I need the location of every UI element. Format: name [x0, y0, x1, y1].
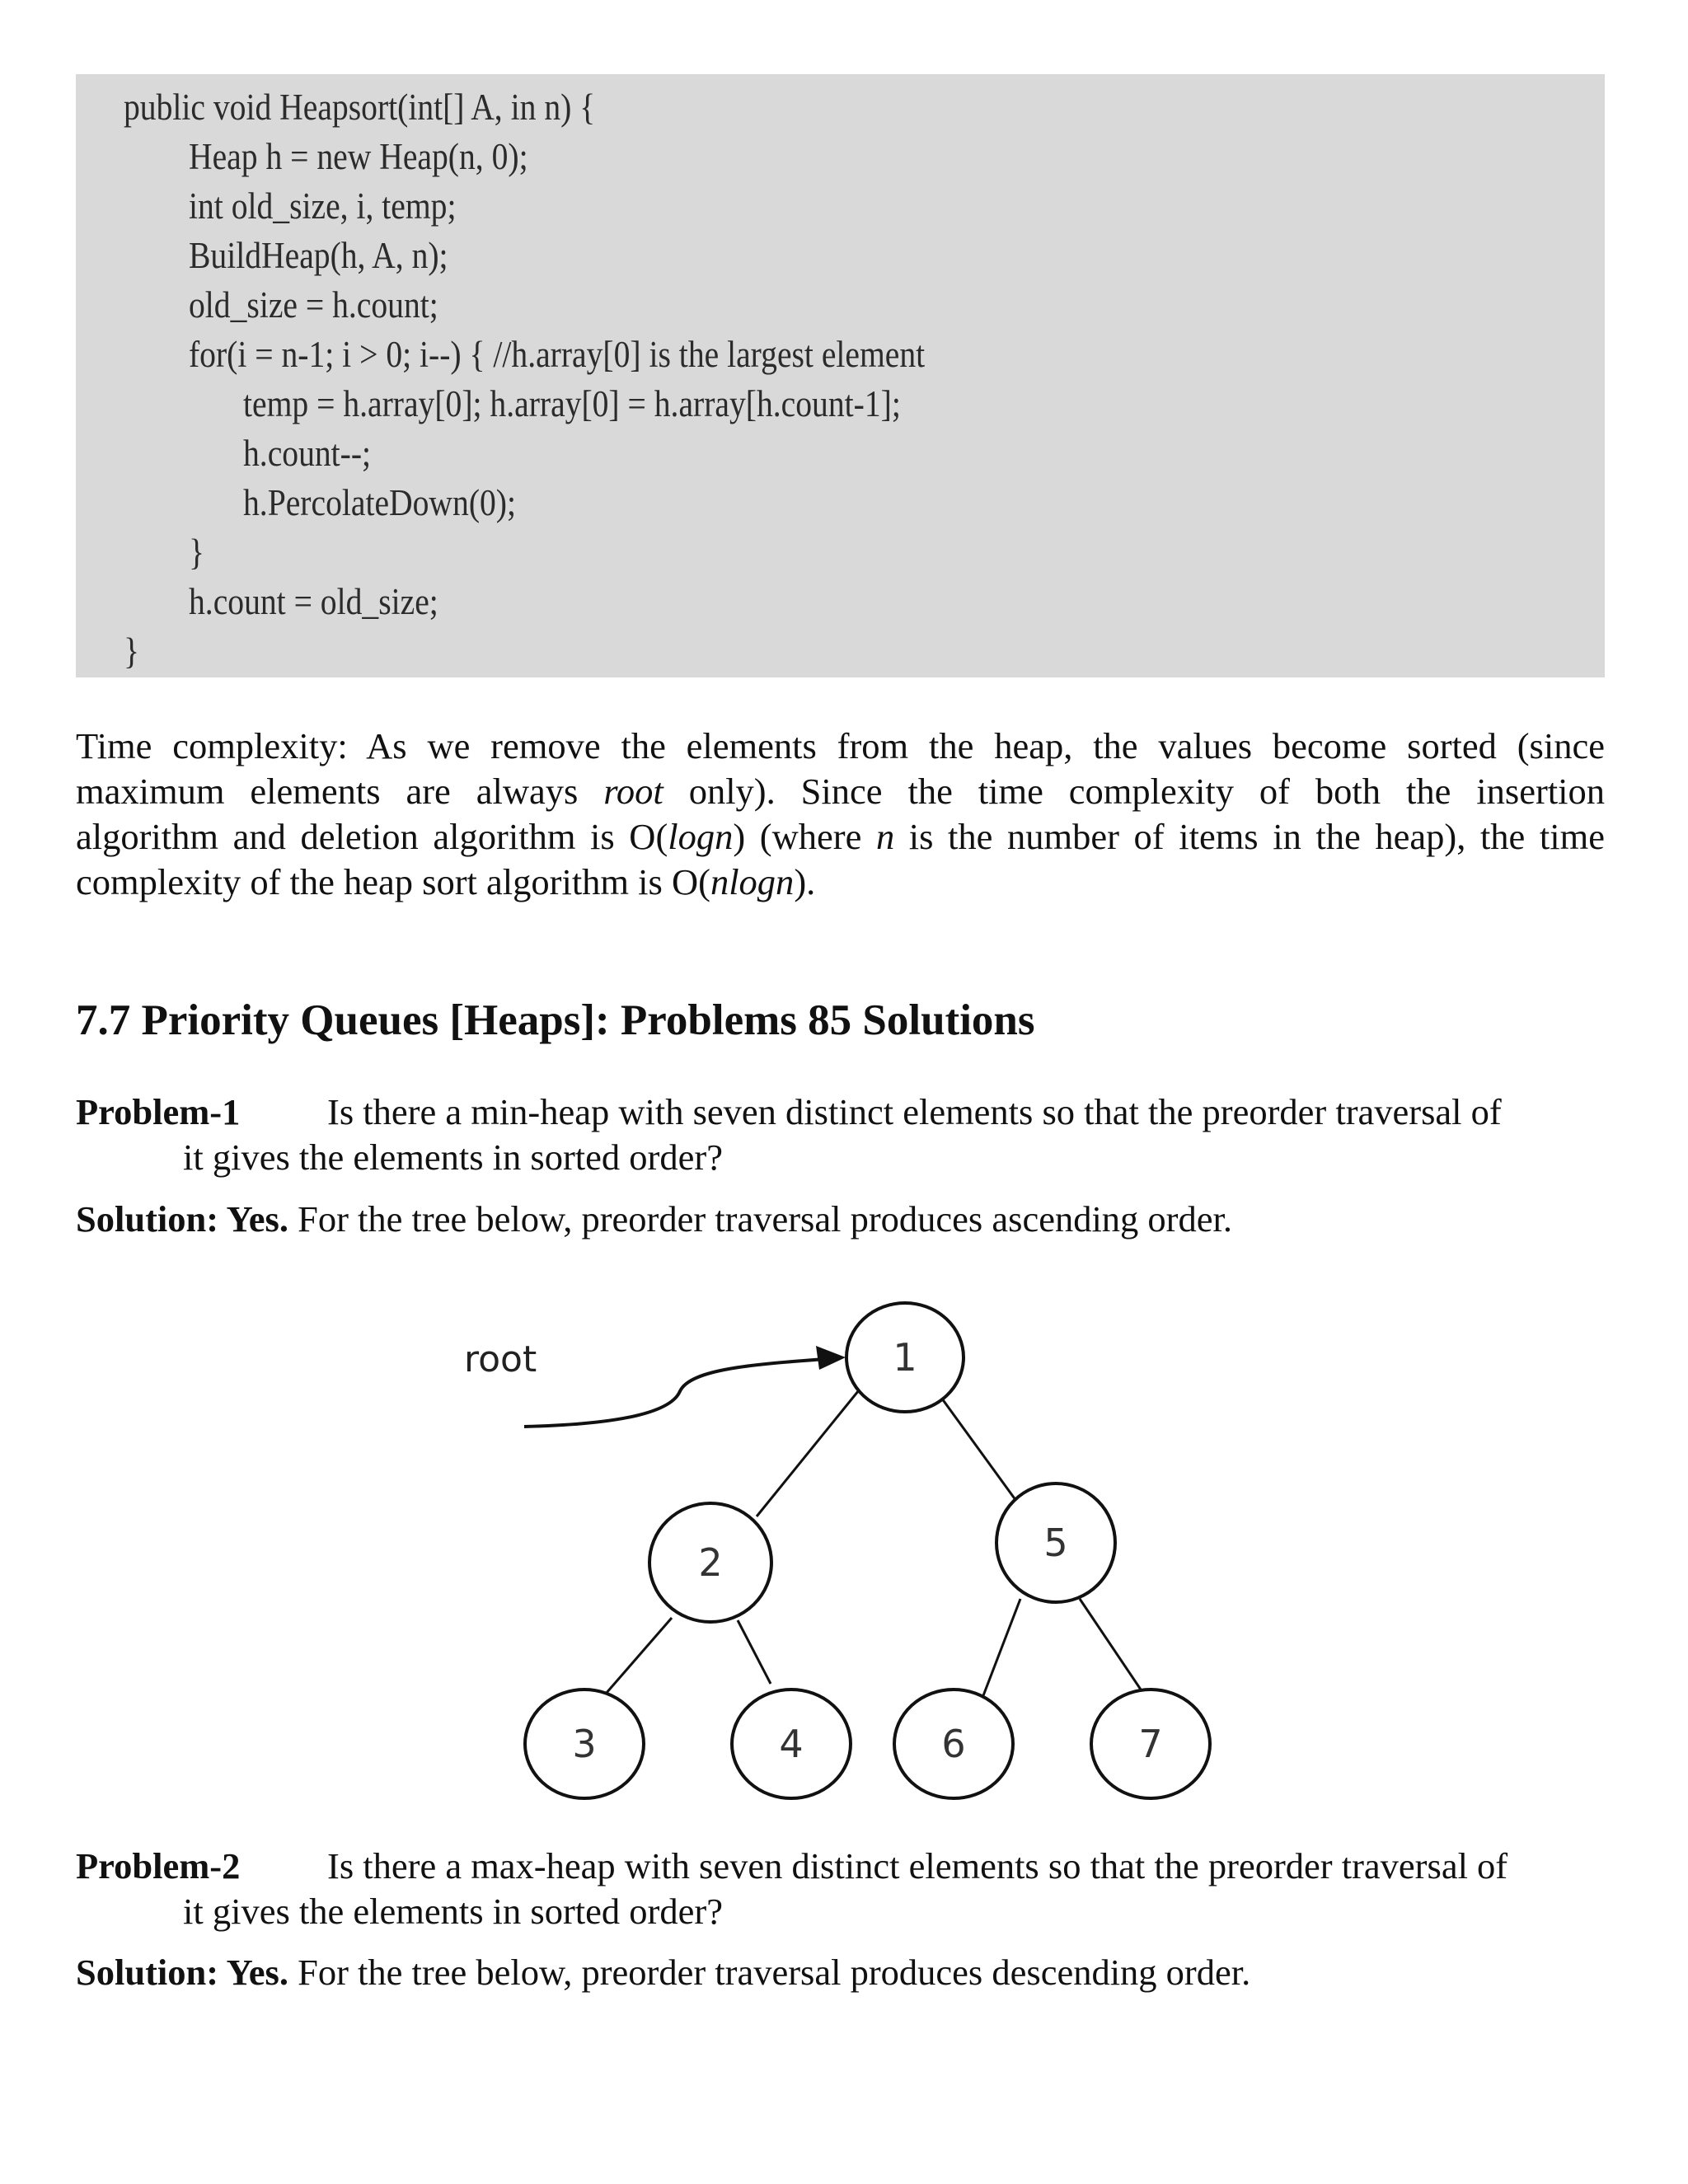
- tree-edge: [738, 1620, 771, 1684]
- solution-label: Solution: Yes.: [76, 1952, 288, 1993]
- svg-text:4: 4: [779, 1722, 804, 1766]
- svg-text:7: 7: [1138, 1722, 1163, 1766]
- problem-text: Is there a max-heap with seven distinct elements so that the preorder traversal of: [327, 1845, 1508, 1886]
- svg-text:5: 5: [1043, 1521, 1068, 1565]
- tree-node: [846, 1303, 964, 1412]
- problem-text: it gives the elements in sorted order?: [183, 1137, 723, 1178]
- arrow-head: [816, 1346, 846, 1370]
- tree-node: [996, 1483, 1115, 1602]
- code-line: public void Heapsort(int[] A, in n) {: [124, 87, 596, 128]
- solution-text: For the tree below, preorder traversal produces descending order.: [288, 1952, 1251, 1993]
- code-line: BuildHeap(h, A, n);: [189, 235, 448, 276]
- paragraph-line: algorithm and deletion algorithm is O(logn) (where n is the number of items in the heap), the time: [76, 816, 1605, 857]
- tree-node: [525, 1690, 644, 1798]
- tree-node: [894, 1690, 1013, 1798]
- root-pointer-arrow: [524, 1358, 837, 1427]
- paragraph-line: Time complexity: As we remove the elements from the heap, the values become sorted (since: [76, 725, 1605, 766]
- code-line: Heap h = new Heap(n, 0);: [189, 136, 528, 177]
- solution-text: For the tree below, preorder traversal produces ascending order.: [288, 1198, 1232, 1240]
- code-line: h.count = old_size;: [189, 581, 438, 622]
- section-heading: 7.7 Priority Queues [Heaps]: Problems 85 Solutions: [76, 996, 1035, 1044]
- tree-edge: [757, 1386, 862, 1516]
- code-line: h.PercolateDown(0);: [243, 482, 517, 523]
- problem-text: Is there a min-heap with seven distinct elements so that the preorder traversal of: [327, 1091, 1502, 1132]
- tree-edge: [606, 1618, 672, 1694]
- root-label: root: [464, 1338, 537, 1380]
- problem-2: [76, 1844, 1605, 1932]
- code-line: temp = h.array[0]; h.array[0] = h.array[h.count-1];: [243, 383, 901, 424]
- svg-text:1: 1: [893, 1335, 917, 1380]
- code-line: old_size = h.count;: [189, 284, 438, 326]
- tree-edge: [1080, 1599, 1141, 1690]
- tree-edge: [933, 1386, 1020, 1507]
- tree-node: [1091, 1690, 1210, 1798]
- tree-node: [649, 1503, 771, 1622]
- tree-node: [732, 1690, 851, 1798]
- problem-text: it gives the elements in sorted order?: [183, 1891, 723, 1932]
- problem-label: Problem-2: [76, 1845, 241, 1886]
- code-line: h.count--;: [243, 433, 372, 474]
- tree-edge: [982, 1599, 1020, 1698]
- code-line: }: [124, 630, 140, 672]
- solution-2: [76, 1950, 1250, 1995]
- svg-text:3: 3: [572, 1722, 597, 1766]
- paragraph-line: complexity of the heap sort algorithm is O(nlogn).: [76, 861, 816, 902]
- code-line: }: [189, 532, 205, 573]
- problem-label: Problem-1: [76, 1091, 241, 1132]
- svg-text:6: 6: [941, 1722, 966, 1766]
- paragraph-line: maximum elements are always root only). Since the time complexity of both the insertion: [76, 771, 1605, 812]
- solution-label: Solution: Yes.: [76, 1198, 288, 1240]
- code-line: for(i = n-1; i > 0; i--) { //h.array[0] is the largest element: [189, 334, 926, 375]
- svg-text:2: 2: [698, 1540, 723, 1585]
- code-line: int old_size, i, temp;: [189, 185, 457, 227]
